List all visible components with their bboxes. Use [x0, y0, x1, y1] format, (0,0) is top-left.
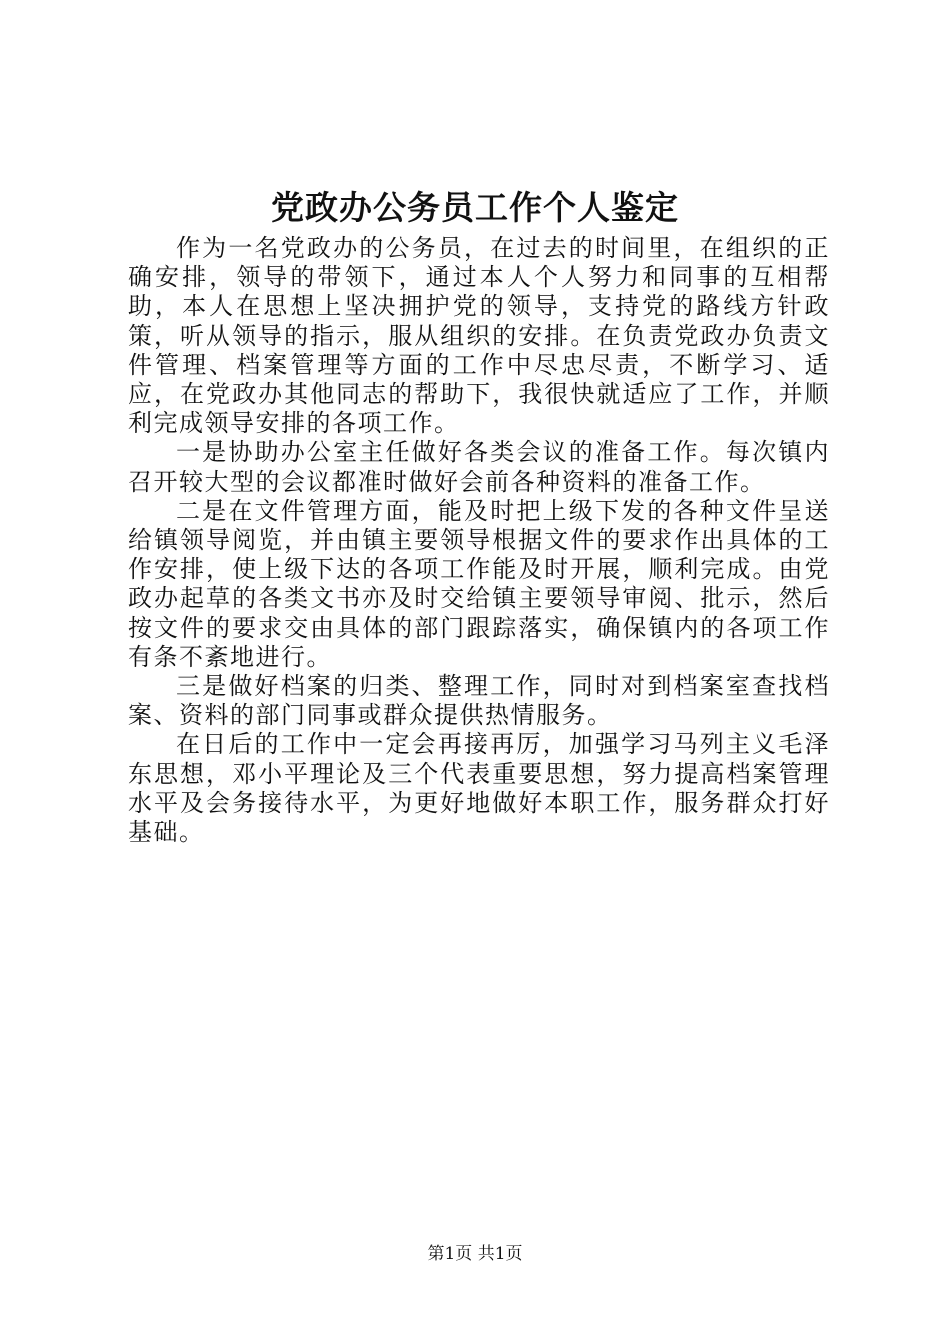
- paragraph-point-three: 三是做好档案的归类、整理工作，同时对到档案室查找档案、资料的部门同事或群众提供热情服务。: [128, 672, 830, 730]
- document-body: [128, 234, 830, 847]
- paragraph-conclusion: 在日后的工作中一定会再接再厉，加强学习马列主义毛泽东思想，邓小平理论及三个代表重要思想，努力提高档案管理水平及会务接待水平，为更好地做好本职工作，服务群众打好基础。: [128, 730, 830, 847]
- page-footer: 第1页 共1页: [427, 1244, 523, 1264]
- paragraph-point-one: 一是协助办公室主任做好各类会议的准备工作。每次镇内召开较大型的会议都准时做好会前各种资料的准备工作。: [128, 438, 830, 496]
- paragraph-intro: 作为一名党政办的公务员，在过去的时间里，在组织的正确安排，领导的带领下，通过本人个人努力和同事的互相帮助，本人在思想上坚决拥护党的领导，支持党的路线方针政策，听从领导的指示，服从组织的安排。在负责党政办负责文件管理、档案管理等方面的工作中尽忠尽责，不断学习、适应，在党政办其他同志的帮助下，我很快就适应了工作，并顺利完成领导安排的各项工作。: [128, 234, 830, 438]
- document-title: 党政办公务员工作个人鉴定: [271, 188, 679, 227]
- paragraph-point-two: 二是在文件管理方面，能及时把上级下发的各种文件呈送给镇领导阅览，并由镇主要领导根据文件的要求作出具体的工作安排，使上级下达的各项工作能及时开展，顺利完成。由党政办起草的各类文书亦及时交给镇主要领导审阅、批示，然后按文件的要求交由具体的部门跟踪落实，确保镇内的各项工作有条不紊地进行。: [128, 496, 830, 671]
